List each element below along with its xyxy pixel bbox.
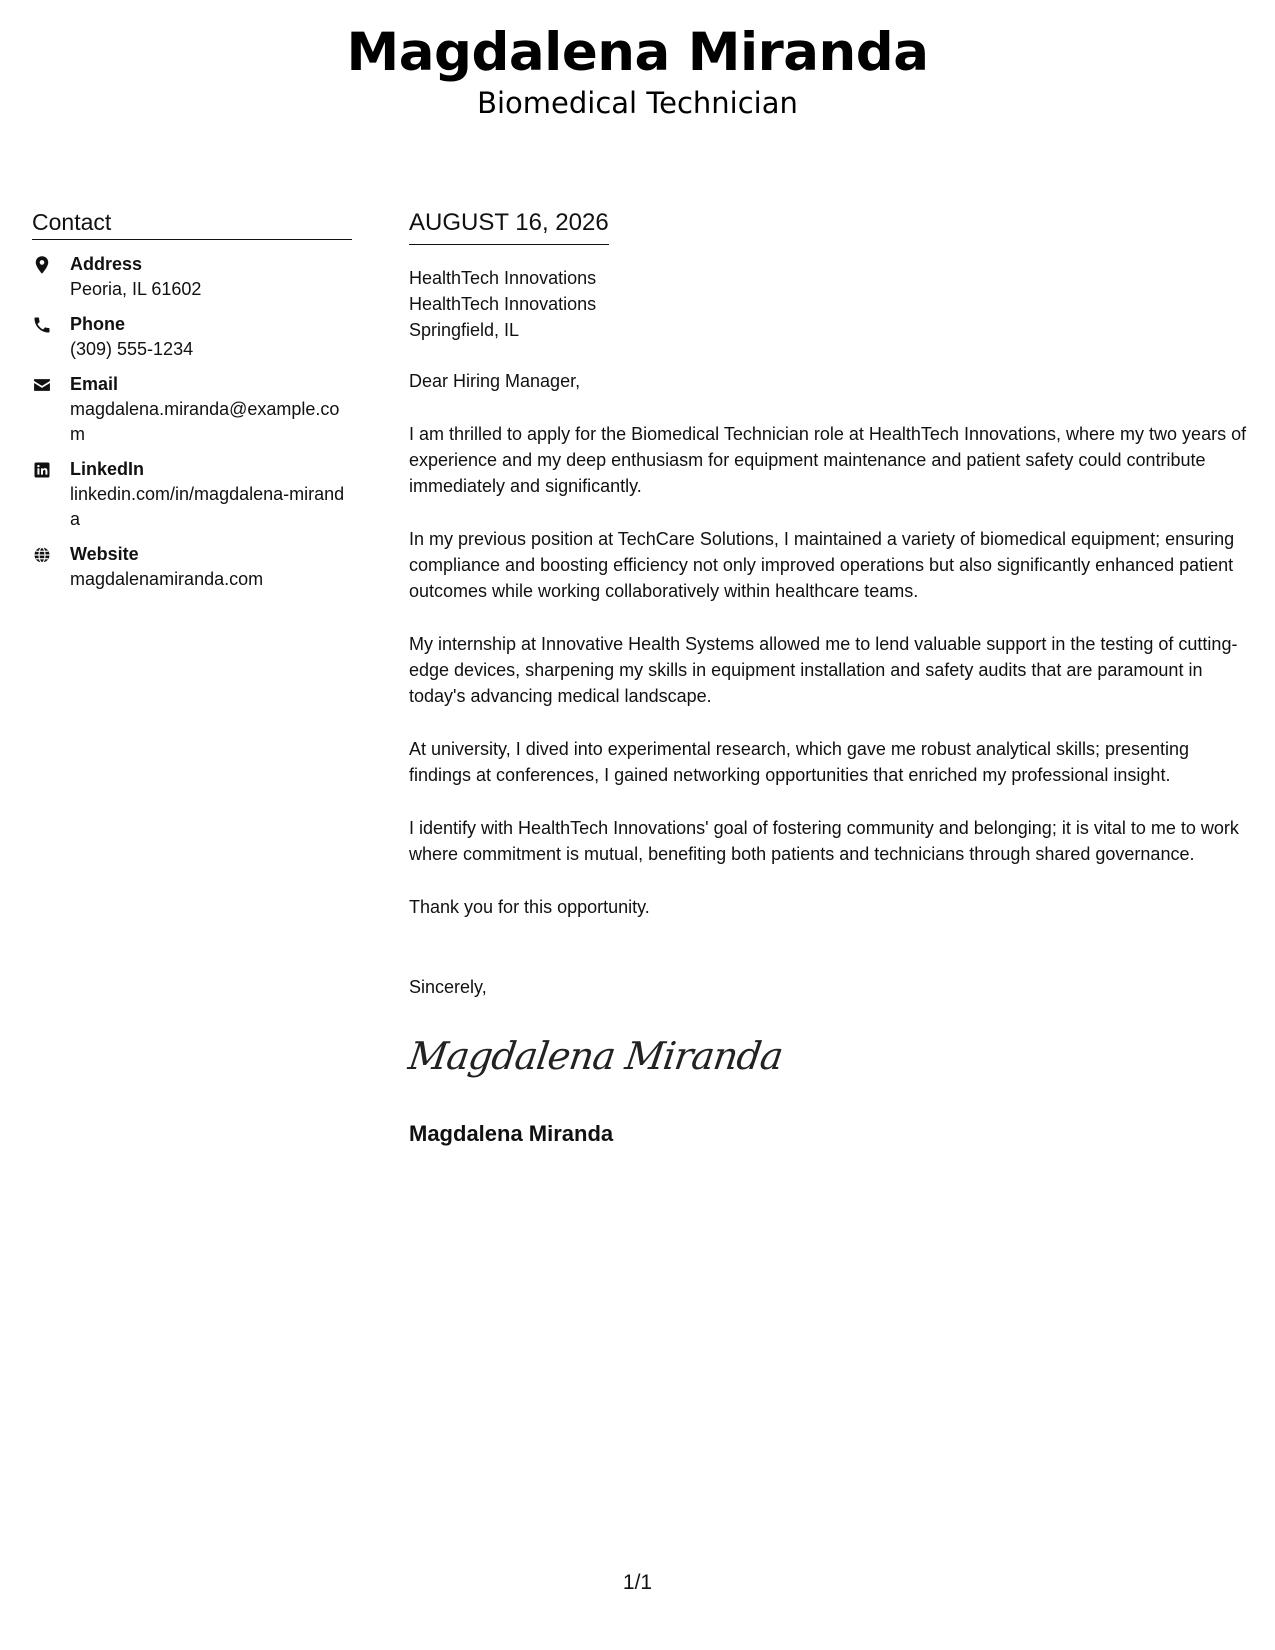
contact-label: LinkedIn: [70, 459, 145, 479]
letter-paragraph: I am thrilled to apply for the Biomedical Technician role at HealthTech Innovations, where my two years of experience and my deep enthusiasm for equipment maintenance and patient safety could contribute immediately and significantly.: [409, 424, 1247, 496]
recipient-line: HealthTech Innovations: [409, 294, 597, 314]
contact-item-phone: [32, 312, 352, 362]
contact-label: Address: [70, 254, 143, 274]
contact-item-email: [32, 372, 352, 447]
contact-item-linkedin: [32, 457, 352, 532]
page-number: 1/1: [622, 1571, 653, 1594]
contact-label: Website: [70, 544, 139, 564]
recipient-line: Springfield, IL: [409, 320, 520, 340]
letter-paragraph: At university, I dived into experimental research, which gave me robust analytical skills; presenting findings at conferences, I gained networking opportunities that enriched my professional insight.: [409, 739, 1190, 785]
resume-header: [0, 20, 1275, 120]
linkedin-value[interactable]: linkedin.com/in/magdalena-miranda: [70, 484, 345, 529]
phone-value[interactable]: (309) 555-1234: [70, 339, 194, 359]
address-value: Peoria, IL 61602: [70, 279, 202, 299]
letter-closing: Sincerely,: [409, 977, 487, 997]
contact-item-website: [32, 542, 352, 592]
globe-icon: [32, 542, 70, 565]
letter-paragraphs: [409, 368, 1249, 920]
recipient-block: [409, 265, 1249, 343]
signer-name: Magdalena Miranda: [409, 1121, 614, 1146]
contact-item-address: [32, 252, 352, 302]
letter-paragraph: I identify with HealthTech Innovations' goal of fostering community and belonging; it is vital to me to work where commitment is mutual, benefiting both patients and technicians through shared governance.: [409, 818, 1239, 864]
cover-letter-body: [405, 208, 1249, 1148]
recipient-line: HealthTech Innovations: [409, 268, 597, 288]
contact-sidebar: [32, 208, 352, 602]
letter-date: AUGUST 16, 2026: [409, 208, 609, 245]
contact-heading: Contact: [32, 208, 352, 240]
handwritten-signature: Magdalena Miranda: [405, 1034, 786, 1078]
letter-paragraph: In my previous position at TechCare Solutions, I maintained a variety of biomedical equipment; ensuring compliance and boosting efficiency not only improved operations but also significantly enhanced patient outcomes while working collaboratively within healthcare teams.: [409, 529, 1235, 601]
salutation: Dear Hiring Manager,: [409, 371, 581, 391]
envelope-icon: [32, 372, 70, 395]
applicant-name: Magdalena Miranda: [346, 22, 929, 83]
letter-paragraph: Thank you for this opportunity.: [409, 897, 650, 917]
job-title: Biomedical Technician: [477, 86, 798, 120]
email-value[interactable]: magdalena.miranda@example.com: [70, 399, 340, 444]
contact-label: Email: [70, 374, 119, 394]
linkedin-icon: [32, 457, 70, 480]
website-value[interactable]: magdalenamiranda.com: [70, 569, 264, 589]
phone-icon: [32, 312, 70, 335]
contact-label: Phone: [70, 314, 126, 334]
letter-paragraph: My internship at Innovative Health Systems allowed me to lend valuable support in the testing of cutting-edge devices, sharpening my skills in equipment installation and safety audits that are paramount in today's advancing medical landscape.: [409, 634, 1238, 706]
map-pin-icon: [32, 252, 70, 275]
